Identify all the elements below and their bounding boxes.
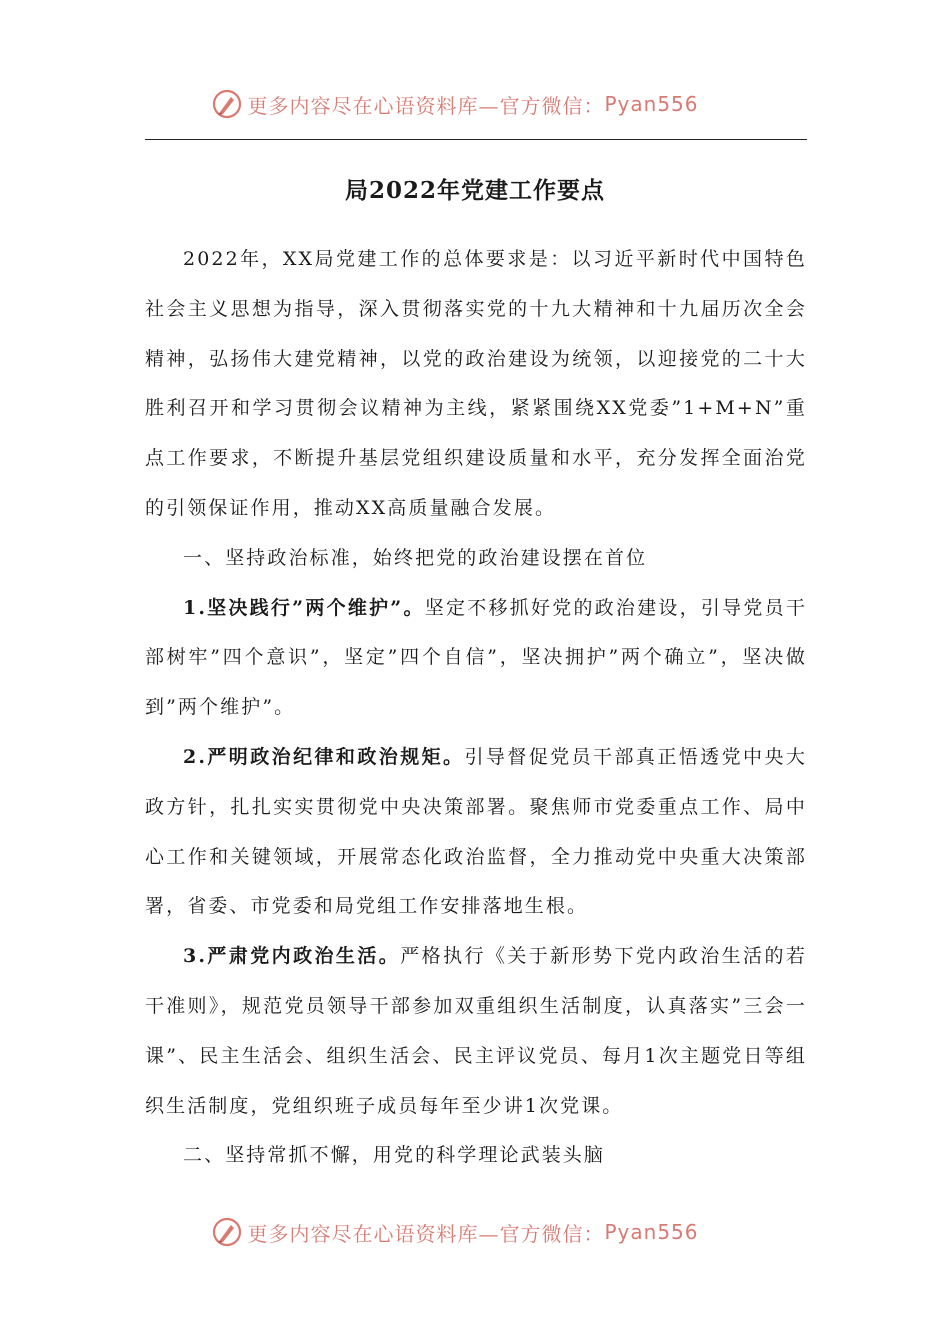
section-heading-1: 一、坚持政治标准，始终把党的政治建设摆在首位 [183, 546, 648, 569]
document-title: 局2022年党建工作要点 [344, 177, 605, 204]
item-2-lead: 2.严明政治纪律和政治规矩。 [183, 745, 465, 768]
pen-logo-icon [211, 1216, 243, 1248]
watermark-handle: Pyan556 [604, 1220, 699, 1244]
watermark-text: 更多内容尽在心语资料库—官方微信： [247, 1221, 605, 1246]
section-heading-2: 二、坚持常抓不懈，用党的科学理论武装头脑 [183, 1144, 606, 1167]
header-divider [145, 139, 807, 140]
footer-watermark [0, 1212, 950, 1252]
paragraph-item-1: 1.坚决践行”两个维护”。坚定不移抓好党的政治建设，引导党员干部树牢”四个意识”，坚定”四个自信”，坚决拥护”两个确立”，坚决做到”两个维护”。 [145, 596, 807, 719]
paragraph-item-3: 3.严肃党内政治生活。严格执行《关于新形势下党内政治生活的若干准则》，规范党员领导干部参加双重组织生活制度，认真落实”三会一课”、民主生活会、组织生活会、民主评议党员、每月1次主题党日等组织生活制度，党组织班子成员每年至少讲1次党课。 [145, 945, 808, 1117]
item-1-lead: 1.坚决践行”两个维护”。 [183, 596, 425, 619]
watermark-handle: Pyan556 [604, 92, 699, 116]
paragraph-item-2: 2.严明政治纪律和政治规矩。引导督促党员干部真正悟透党中央大政方针，扎扎实实贯彻党中央决策部署。聚焦师市党委重点工作、局中心工作和关键领域，开展常态化政治监督，全力推动党中央重大决策部署，省委、市党委和局党组工作安排落地生根。 [145, 745, 807, 918]
paragraph-intro: 2022年，XX局党建工作的总体要求是：以习近平新时代中国特色社会主义思想为指导，深入贯彻落实党的十九大精神和十九届历次全会精神，弘扬伟大建党精神，以党的政治建设为统领，以迎接党的二十大胜利召开和学习贯彻会议精神为主线，紧紧围绕XX党委”1+M+N”重点工作要求，不断提升基层党组织建设质量和水平，充分发挥全面治党的引领保证作用，推动XX高质量融合发展。 [145, 248, 807, 519]
item-3-lead: 3.严肃党内政治生活。 [183, 945, 401, 968]
header-watermark [0, 84, 950, 124]
watermark-text: 更多内容尽在心语资料库—官方微信： [247, 93, 605, 118]
pen-logo-icon [211, 88, 243, 120]
document-body [145, 235, 807, 1181]
